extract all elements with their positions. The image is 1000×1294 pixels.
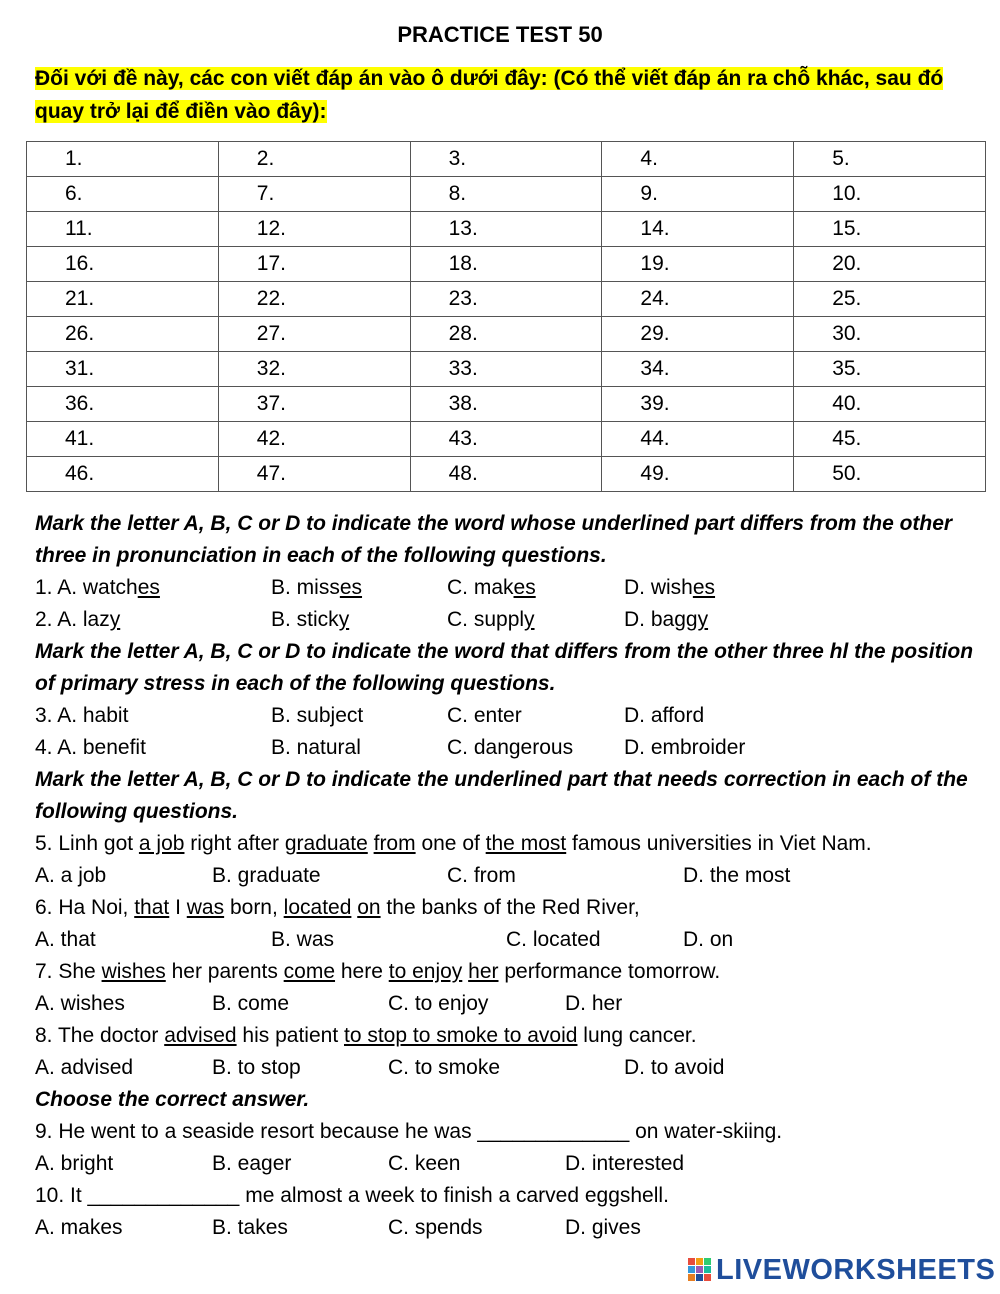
q6-option-b[interactable]: B. was xyxy=(271,928,335,951)
q9-option-d[interactable]: D. interested xyxy=(565,1152,685,1175)
answer-cell[interactable]: 44. xyxy=(602,422,794,457)
answer-grid-row xyxy=(27,142,986,177)
question-5-options xyxy=(35,860,990,892)
answer-cell[interactable]: 5. xyxy=(794,142,986,177)
answer-grid-row xyxy=(27,387,986,422)
section-pronunciation-instruction: Mark the letter A, B, C or D to indicate the word whose underlined part differs from the other three in pronunciation in each of the following questions. xyxy=(35,512,953,567)
q10-option-b[interactable]: B. takes xyxy=(212,1216,288,1239)
q3-option-a[interactable]: 3. A. habit xyxy=(35,704,129,727)
question-7-options xyxy=(35,988,990,1020)
question-7-stem: 7. She wishes her parents come here to enjoy her performance tomorrow. xyxy=(35,960,721,983)
q9-option-c[interactable]: C. keen xyxy=(388,1152,461,1175)
answer-cell[interactable]: 31. xyxy=(27,352,219,387)
question-9-stem: 9. He went to a seaside resort because he was _____________ on water-skiing. xyxy=(35,1120,783,1143)
answer-cell[interactable]: 6. xyxy=(27,177,219,212)
answer-cell[interactable]: 30. xyxy=(794,317,986,352)
answer-cell[interactable]: 49. xyxy=(602,457,794,492)
answer-cell[interactable]: 19. xyxy=(602,247,794,282)
section-choose-instruction: Choose the correct answer. xyxy=(35,1088,310,1111)
answer-cell[interactable]: 34. xyxy=(602,352,794,387)
answer-cell[interactable]: 12. xyxy=(218,212,410,247)
answer-cell[interactable]: 13. xyxy=(410,212,602,247)
answer-cell[interactable]: 18. xyxy=(410,247,602,282)
liveworksheets-logo-text: LIVEWORKSHEETS xyxy=(716,1253,996,1286)
q7-option-a[interactable]: A. wishes xyxy=(35,992,125,1015)
answer-cell[interactable]: 27. xyxy=(218,317,410,352)
answer-grid-row xyxy=(27,422,986,457)
q1-option-c[interactable]: C. makes xyxy=(447,576,536,599)
q8-option-b[interactable]: B. to stop xyxy=(212,1056,301,1079)
answer-cell[interactable]: 21. xyxy=(27,282,219,317)
answer-cell[interactable]: 33. xyxy=(410,352,602,387)
page-title: PRACTICE TEST 50 xyxy=(397,22,603,47)
answer-cell[interactable]: 32. xyxy=(218,352,410,387)
q5-option-c[interactable]: C. from xyxy=(447,864,516,887)
answer-cell[interactable]: 29. xyxy=(602,317,794,352)
q8-option-a[interactable]: A. advised xyxy=(35,1056,134,1079)
answer-cell[interactable]: 48. xyxy=(410,457,602,492)
answer-grid-row xyxy=(27,212,986,247)
q7-option-d[interactable]: D. her xyxy=(565,992,623,1015)
q7-option-b[interactable]: B. come xyxy=(212,992,290,1015)
answer-grid-row xyxy=(27,177,986,212)
answer-cell[interactable]: 7. xyxy=(218,177,410,212)
answer-cell[interactable]: 1. xyxy=(27,142,219,177)
answer-cell[interactable]: 45. xyxy=(794,422,986,457)
q10-option-c[interactable]: C. spends xyxy=(388,1216,483,1239)
answer-cell[interactable]: 17. xyxy=(218,247,410,282)
answer-cell[interactable]: 8. xyxy=(410,177,602,212)
answer-cell[interactable]: 50. xyxy=(794,457,986,492)
q8-option-d[interactable]: D. to avoid xyxy=(624,1056,725,1079)
q1-option-d[interactable]: D. wishes xyxy=(624,576,716,599)
question-1 xyxy=(35,572,990,604)
answer-cell[interactable]: 35. xyxy=(794,352,986,387)
question-6-options xyxy=(35,924,990,956)
q5-option-d[interactable]: D. the most xyxy=(683,864,791,887)
question-6-stem: 6. Ha Noi, that I was born, located on the banks of the Red River, xyxy=(35,896,640,919)
answer-grid-row xyxy=(27,247,986,282)
liveworksheets-logo xyxy=(688,1250,995,1290)
q6-option-a[interactable]: A. that xyxy=(35,928,96,951)
q4-option-d[interactable]: D. embroider xyxy=(624,736,746,759)
section-correction-instruction: Mark the letter A, B, C or D to indicate the underlined part that needs correction in each of the following questions. xyxy=(35,768,968,823)
answer-cell[interactable]: 20. xyxy=(794,247,986,282)
q1-option-a[interactable]: 1. A. watches xyxy=(35,576,160,599)
q5-option-b[interactable]: B. graduate xyxy=(212,864,321,887)
q3-option-b[interactable]: B. subject xyxy=(271,704,364,727)
q2-option-b[interactable]: B. sticky xyxy=(271,608,350,631)
questions xyxy=(35,508,990,1244)
q9-option-a[interactable]: A. bright xyxy=(35,1152,114,1175)
answer-grid-row xyxy=(27,457,986,492)
answer-cell[interactable]: 4. xyxy=(602,142,794,177)
answer-cell[interactable]: 14. xyxy=(602,212,794,247)
liveworksheets-logo-icon xyxy=(688,1258,712,1282)
section-stress-instruction: Mark the letter A, B, C or D to indicate the word that differs from the other three hl the position of primary stress in each of the following questions. xyxy=(35,640,974,695)
question-8-options xyxy=(35,1052,990,1084)
q5-option-a[interactable]: A. a job xyxy=(35,864,107,887)
q4-option-c[interactable]: C. dangerous xyxy=(447,736,574,759)
question-8-stem: 8. The doctor advised his patient to stop to smoke to avoid lung cancer. xyxy=(35,1024,697,1047)
answer-grid-row xyxy=(27,352,986,387)
answer-cell[interactable]: 11. xyxy=(27,212,219,247)
answer-grid-row xyxy=(27,317,986,352)
answer-cell[interactable]: 24. xyxy=(602,282,794,317)
q9-option-b[interactable]: B. eager xyxy=(212,1152,292,1175)
answer-grid xyxy=(26,141,986,492)
question-9-options xyxy=(35,1148,990,1180)
answer-cell[interactable]: 10. xyxy=(794,177,986,212)
instruction-text xyxy=(35,62,985,128)
answer-cell[interactable]: 43. xyxy=(410,422,602,457)
answer-cell[interactable]: 42. xyxy=(218,422,410,457)
answer-cell[interactable]: 16. xyxy=(27,247,219,282)
q6-option-d[interactable]: D. on xyxy=(683,928,734,951)
answer-cell[interactable]: 15. xyxy=(794,212,986,247)
answer-cell[interactable]: 26. xyxy=(27,317,219,352)
answer-cell[interactable]: 9. xyxy=(602,177,794,212)
answer-cell[interactable]: 41. xyxy=(27,422,219,457)
answer-cell[interactable]: 40. xyxy=(794,387,986,422)
answer-cell[interactable]: 22. xyxy=(218,282,410,317)
instruction-highlight: Đối với đề này, các con viết đáp án vào ô dưới đây: (Có thể viết đáp án ra chỗ khác, sau đó quay trở lại để điền vào đây): xyxy=(35,67,944,123)
question-5-stem: 5. Linh got a job right after graduate from one of the most famous universities in Viet Nam. xyxy=(35,832,872,855)
q10-option-a[interactable]: A. makes xyxy=(35,1216,123,1239)
answer-cell[interactable]: 39. xyxy=(602,387,794,422)
answer-cell[interactable]: 23. xyxy=(410,282,602,317)
question-10-stem: 10. It _____________ me almost a week to finish a carved eggshell. xyxy=(35,1184,669,1207)
q3-option-d[interactable]: D. afford xyxy=(624,704,705,727)
answer-grid-row xyxy=(27,282,986,317)
q4-option-a[interactable]: 4. A. benefit xyxy=(35,736,146,759)
question-3 xyxy=(35,700,990,732)
question-10-options xyxy=(35,1212,990,1244)
answer-cell[interactable]: 3. xyxy=(410,142,602,177)
q1-option-b[interactable]: B. misses xyxy=(271,576,363,599)
answer-cell[interactable]: 25. xyxy=(794,282,986,317)
q10-option-d[interactable]: D. gives xyxy=(565,1216,641,1239)
answer-cell[interactable]: 2. xyxy=(218,142,410,177)
answer-cell[interactable]: 36. xyxy=(27,387,219,422)
question-2 xyxy=(35,604,990,636)
q2-option-a[interactable]: 2. A. lazy xyxy=(35,608,121,631)
answer-cell[interactable]: 46. xyxy=(27,457,219,492)
question-4 xyxy=(35,732,990,764)
q2-option-d[interactable]: D. baggy xyxy=(624,608,709,631)
q2-option-c[interactable]: C. supply xyxy=(447,608,535,631)
answer-cell[interactable]: 28. xyxy=(410,317,602,352)
answer-cell[interactable]: 47. xyxy=(218,457,410,492)
answer-cell[interactable]: 37. xyxy=(218,387,410,422)
q7-option-c[interactable]: C. to enjoy xyxy=(388,992,489,1015)
q6-option-c[interactable]: C. located xyxy=(506,928,601,951)
q3-option-c[interactable]: C. enter xyxy=(447,704,522,727)
q8-option-c[interactable]: C. to smoke xyxy=(388,1056,501,1079)
q4-option-b[interactable]: B. natural xyxy=(271,736,361,759)
answer-cell[interactable]: 38. xyxy=(410,387,602,422)
